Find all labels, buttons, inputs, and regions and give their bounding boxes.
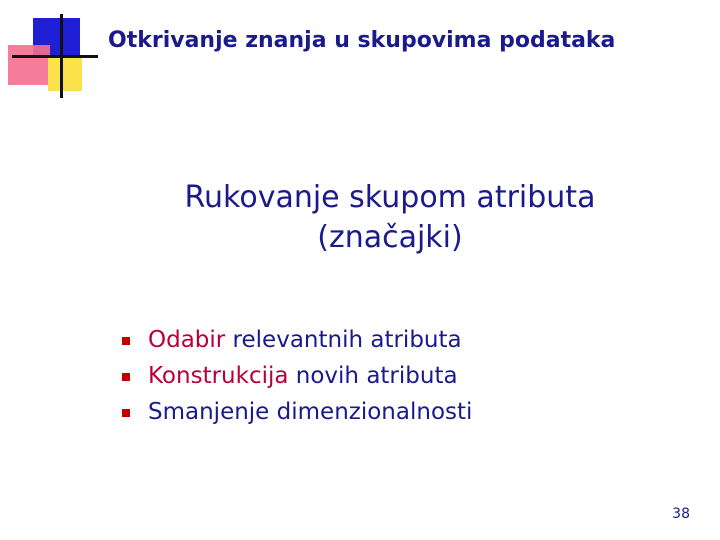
slide-subtitle (120, 178, 660, 258)
page-number: 38 (672, 506, 690, 522)
logo-horizontal-line (12, 55, 98, 58)
square-bullet-icon (122, 337, 130, 345)
logo-yellow-square (48, 55, 82, 91)
bullet-text (148, 394, 472, 430)
square-bullet-icon (122, 373, 130, 381)
subtitle-line-2: (značajki) (317, 220, 463, 255)
decorative-logo (0, 0, 100, 100)
bullet-rest-text: Smanjenje dimenzionalnosti (148, 399, 473, 425)
bullet-text (148, 358, 458, 394)
bullet-accent-text: Odabir (148, 327, 226, 353)
bullet-rest-text: relevantnih atributa (225, 327, 462, 353)
bullet-text (148, 322, 462, 358)
bullet-rest-text: novih atributa (288, 363, 458, 389)
slide-header-title: Otkrivanje znanja u skupovima podataka (108, 28, 616, 53)
square-bullet-icon (122, 409, 130, 417)
bullet-accent-text: Konstrukcija (148, 363, 289, 389)
subtitle-line-1: Rukovanje skupom atributa (184, 180, 596, 215)
logo-red-square (8, 45, 50, 85)
